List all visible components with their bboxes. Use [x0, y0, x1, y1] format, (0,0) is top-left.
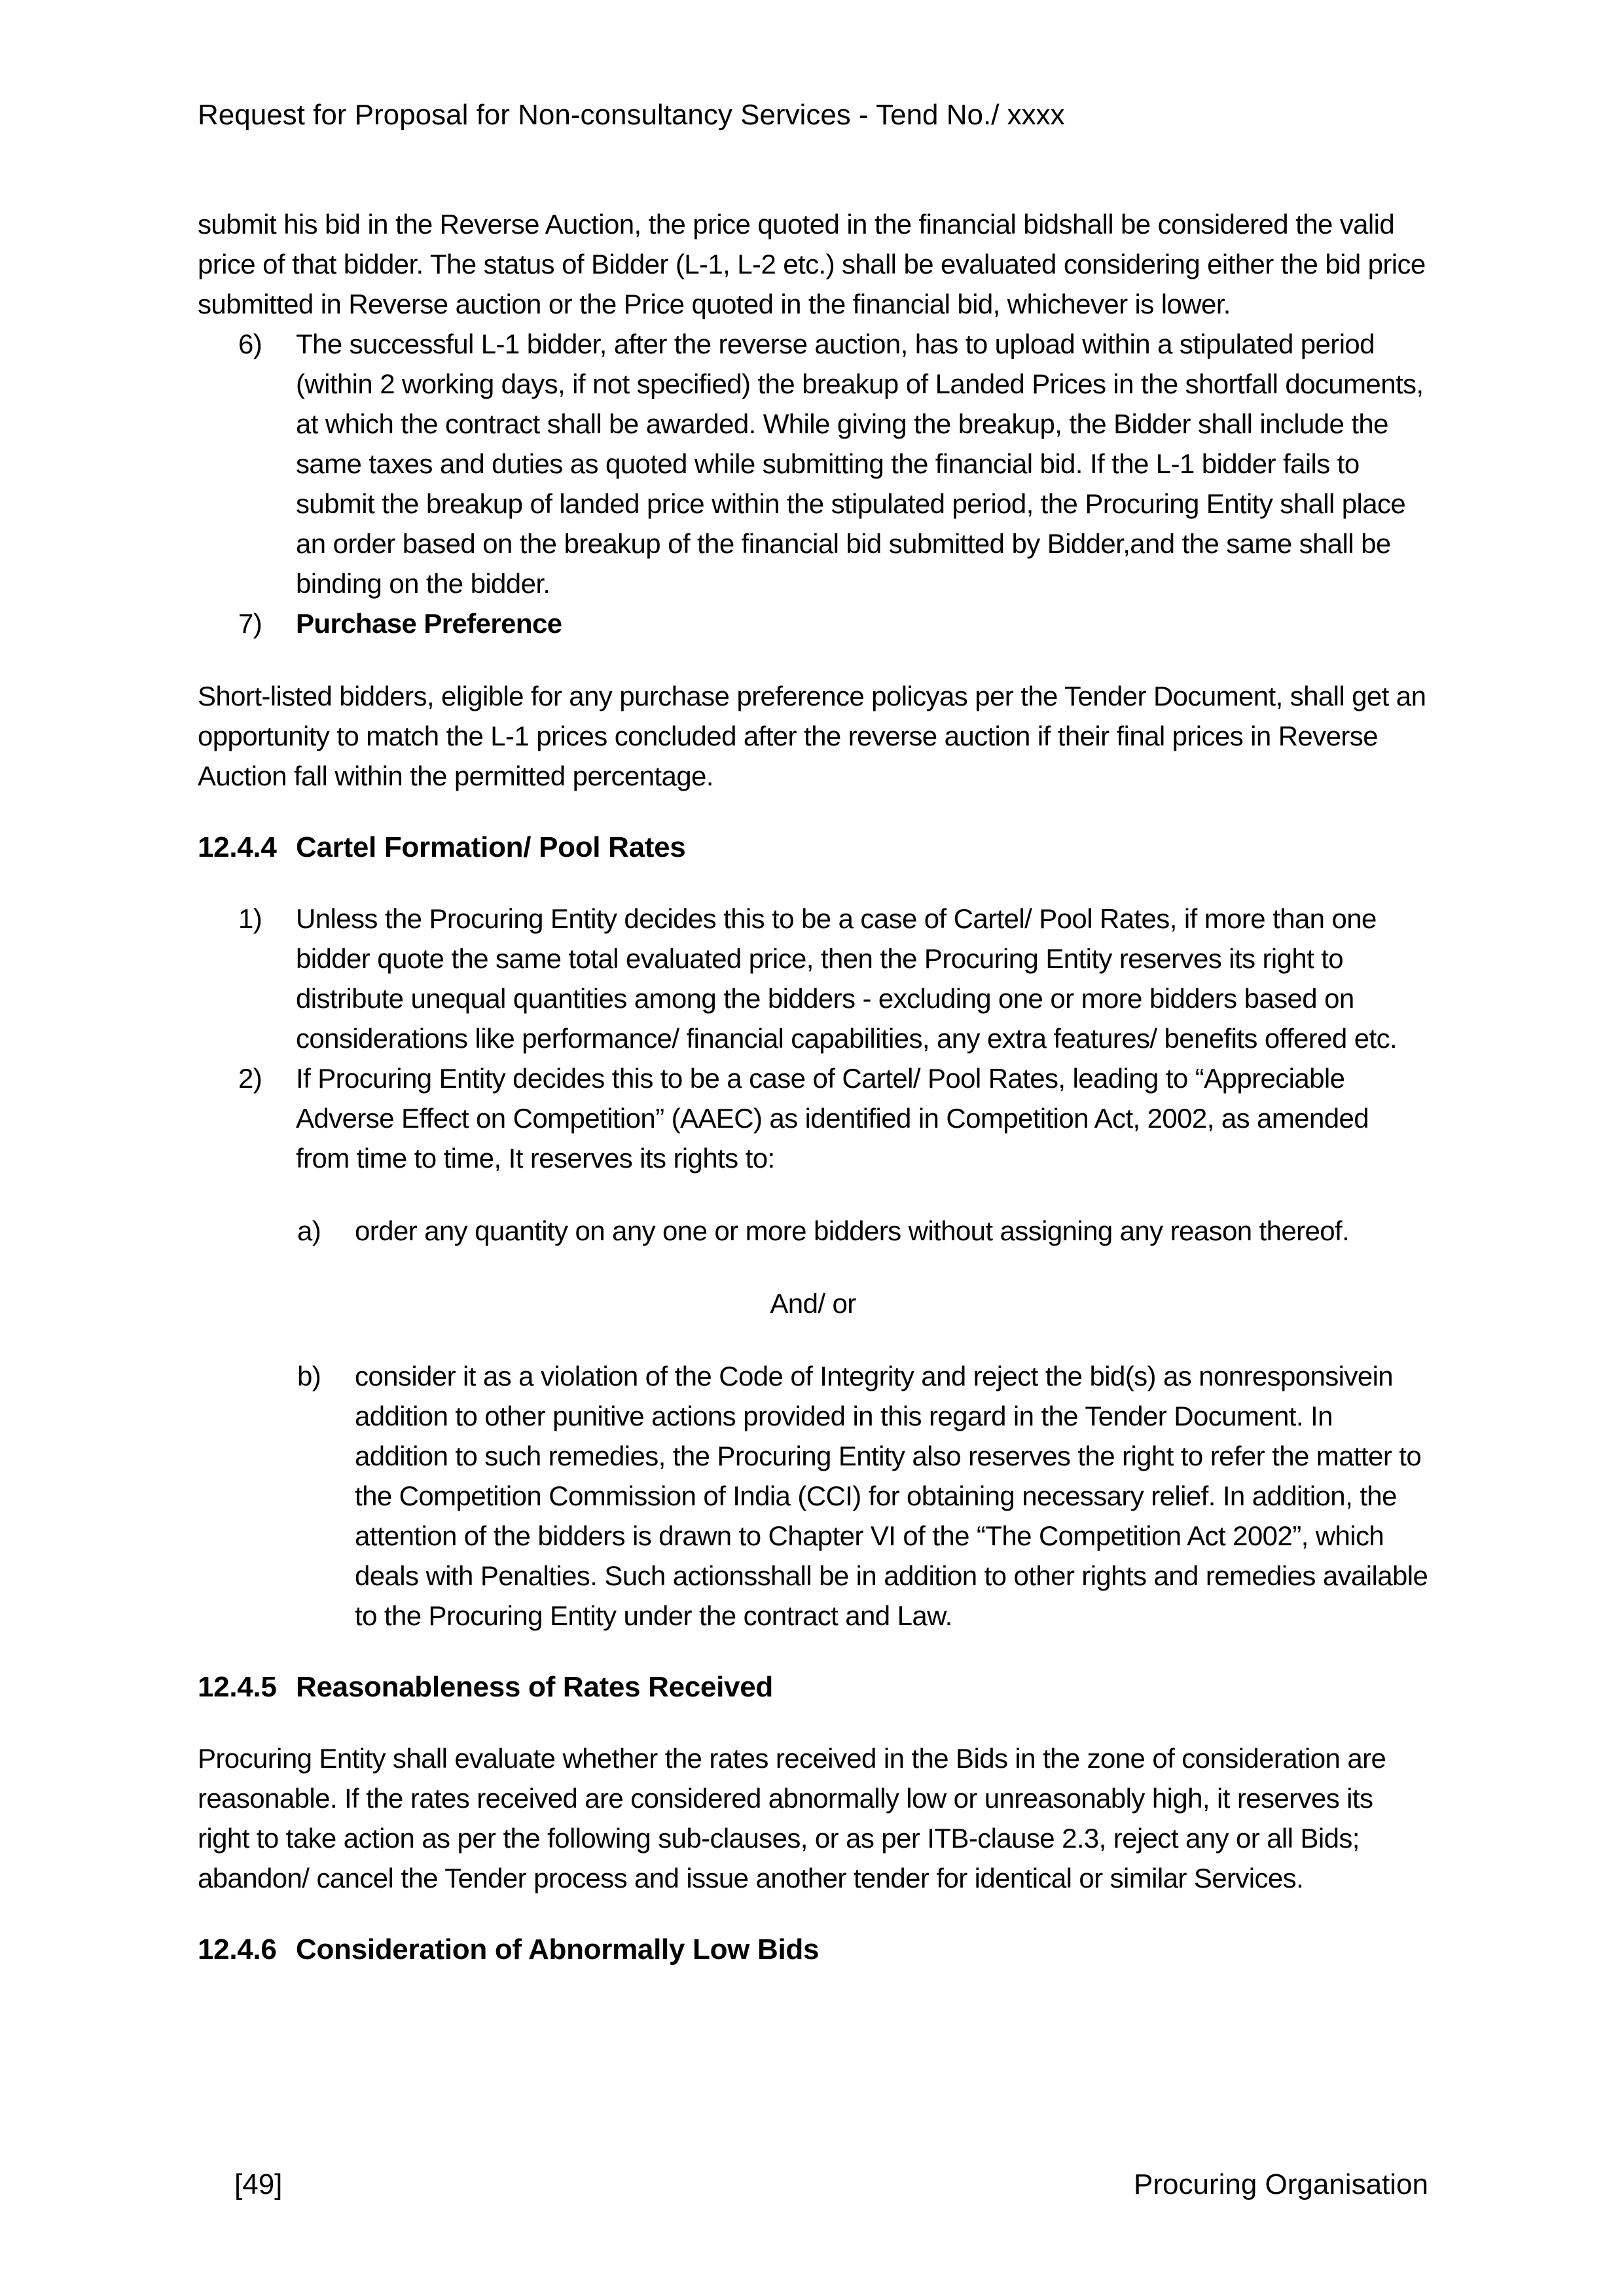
list-marker-2: 2) — [238, 1063, 262, 1094]
list-item-2 — [198, 1058, 1428, 1178]
paragraph-reasonableness: Procuring Entity shall evaluate whether the rates received in the Bids in the zone of consideration are reasonable. If the rates received are considered abnormally low or unreasonably high, it reserves its right to take action as per the following sub-clauses, or as per ITB-clause 2.3, reject any or all Bids; abandon/ cancel the Tender process and issue another tender for identical or similar Services. — [198, 1743, 1386, 1893]
section-title: Reasonableness of Rates Received — [296, 1671, 773, 1703]
and-or-connector: And/ or — [770, 1288, 856, 1319]
section-heading-12-4-4 — [198, 827, 1428, 867]
list-item-7 — [198, 603, 1428, 643]
footer-organisation: Procuring Organisation — [1133, 2168, 1428, 2200]
sub-list-marker-b: b) — [297, 1361, 321, 1391]
list-marker-1: 1) — [238, 903, 262, 934]
list-marker-6: 6) — [238, 329, 262, 359]
paragraph-purchase-preference: Short-listed bidders, eligible for any purchase preference policyas per the Tender Document, shall get an opportunity to match the L-1 prices concluded after the reverse auction if their final prices in Reverse Auction fall within the permitted percentage. — [198, 681, 1426, 791]
sub-list-item-b-text: consider it as a violation of the Code of Integrity and reject the bid(s) as nonresponsivein addition to other punitive actions provided in this regard in the Tender Document. In addition to such remedies, the Procuring Entity also reserves the right to refer the matter to the Competition Commission of India (CCI) for obtaining necessary relief. In addition, the attention of the bidders is drawn to Chapter VI of the “The Competition Act 2002”, which deals with Penalties. Such actionsshall be in addition to other rights and remedies available to the Procuring Entity under the contract and Law. — [355, 1361, 1428, 1631]
list-marker-7: 7) — [238, 608, 262, 639]
page-footer — [198, 2168, 1428, 2202]
section-title: Cartel Formation/ Pool Rates — [296, 831, 686, 863]
sub-list-item-b — [198, 1356, 1428, 1636]
section-number: 12.4.6 — [198, 1933, 277, 1965]
sub-list-item-a-text: order any quantity on any one or more bidders without assigning any reason thereof. — [355, 1215, 1350, 1246]
document-body — [198, 204, 1428, 2001]
list-item-7-title: Purchase Preference — [296, 608, 562, 639]
section-heading-12-4-6 — [198, 1929, 1428, 1969]
section-title: Consideration of Abnormally Low Bids — [296, 1933, 820, 1965]
list-item-6 — [198, 324, 1428, 603]
section-number: 12.4.5 — [198, 1671, 277, 1703]
list-item-2-text: If Procuring Entity decides this to be a case of Cartel/ Pool Rates, leading to “Appreciable Adverse Effect on Competition” (AAEC) as identified in Competition Act, 2002, as amended from time to time, It reserves its rights to: — [296, 1063, 1369, 1174]
list-item-1-text: Unless the Procuring Entity decides this to be a case of Cartel/ Pool Rates, if more than one bidder quote the same total evaluated price, then the Procuring Entity reserves its right to distribute unequal quantities among the bidders - excluding one or more bidders based on considerations like performance/ financial capabilities, any extra features/ benefits offered etc. — [296, 903, 1398, 1054]
sub-list-item-a — [198, 1211, 1428, 1251]
section-heading-12-4-5 — [198, 1667, 1428, 1707]
section-number: 12.4.4 — [198, 831, 277, 863]
list-item-6-text: The successful L-1 bidder, after the reverse auction, has to upload within a stipulated period (within 2 working days, if not specified) the breakup of Landed Prices in the shortfall documents, at which the contract shall be awarded. While giving the breakup, the Bidder shall include the same taxes and duties as quoted while submitting the financial bid. If the L-1 bidder fails to submit the breakup of landed price within the stipulated period, the Procuring Entity shall place an order based on the breakup of the financial bid submitted by Bidder,and the same shall be binding on the bidder. — [296, 329, 1424, 599]
list-item-1 — [198, 899, 1428, 1058]
sub-list-marker-a: a) — [297, 1215, 321, 1246]
paragraph-continuation: submit his bid in the Reverse Auction, the price quoted in the financial bidshall be considered the valid price of that bidder. The status of Bidder (L-1, L-2 etc.) shall be evaluated considering either the bid price submitted in Reverse auction or the Price quoted in the financial bid, whichever is lower. — [198, 209, 1426, 319]
footer-page-number: [49] — [234, 2168, 283, 2200]
running-header: Request for Proposal for Non-consultancy Services - Tend No./ xxxx — [198, 99, 1065, 131]
